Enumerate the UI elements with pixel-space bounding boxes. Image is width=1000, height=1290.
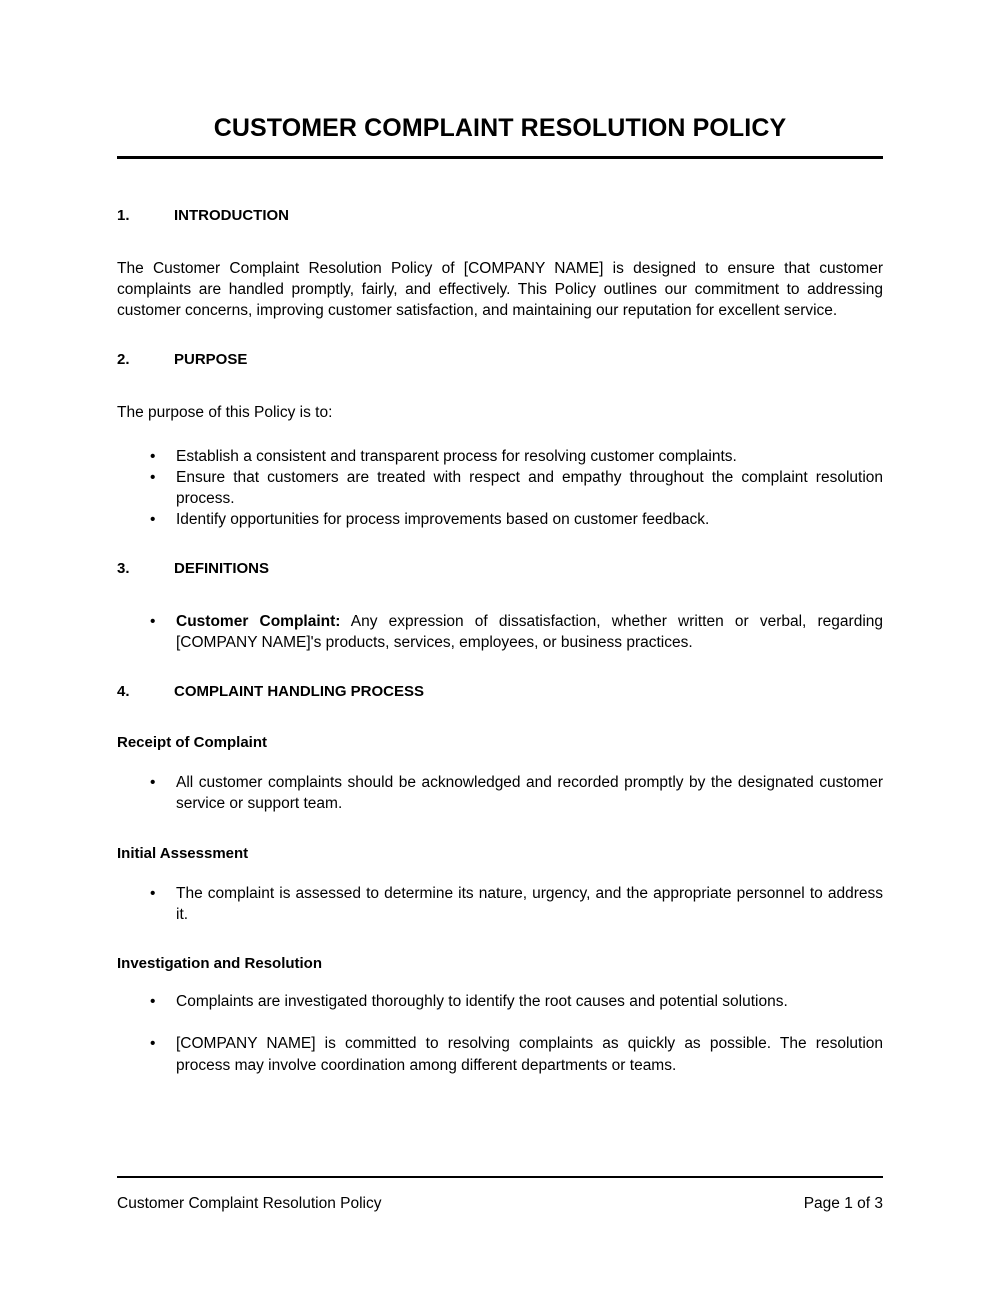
investigation-bullet-list [117, 991, 883, 1076]
bullet-icon: • [150, 612, 156, 630]
section-title: DEFINITIONS [174, 559, 270, 577]
definition-text: Any expression of dissatisfaction, whether written or verbal, regarding [COMPANY NAME]'s products, services, employees, or business practices. [176, 612, 884, 651]
bullet-icon: • [150, 447, 156, 465]
list-item-text: Complaints are investigated thoroughly to identify the root causes and potential solutions. [176, 993, 788, 1011]
spacer [117, 925, 883, 955]
list-item-text: The complaint is assessed to determine its nature, urgency, and the appropriate personnel to address it. [176, 884, 883, 923]
spacer [117, 653, 883, 683]
document-content [117, 0, 883, 1076]
footer-row [117, 1178, 883, 1213]
page-title: CUSTOMER COMPLAINT RESOLUTION POLICY [213, 114, 787, 142]
section-heading-purpose [117, 351, 883, 368]
title-divider [117, 156, 883, 159]
list-item [117, 991, 883, 1012]
bullet-icon: • [150, 884, 156, 902]
spacer [117, 700, 883, 734]
bullet-icon: • [150, 993, 156, 1011]
bullet-icon: • [150, 1035, 156, 1053]
spacer [117, 224, 883, 258]
section-title: INTRODUCTION [174, 206, 289, 224]
subsection-title-investigation-and-resolution: Investigation and Resolution [117, 955, 323, 973]
list-item-text: All customer complaints should be acknowledged and recorded promptly by the designated customer service or support team. [176, 774, 883, 813]
list-item-text: Ensure that customers are treated with respect and empathy throughout the complaint resolution process. [176, 468, 883, 508]
purpose-bullet-list [117, 446, 883, 531]
spacer [117, 368, 883, 402]
page-footer [117, 1176, 883, 1213]
section-heading-complaint-handling-process [117, 683, 883, 700]
footer-page-number: Page 1 of 3 [803, 1195, 883, 1212]
bullet-icon: • [150, 774, 156, 792]
spacer [117, 321, 883, 351]
receipt-bullet-list [117, 772, 883, 814]
spacer [117, 531, 883, 560]
list-item [117, 446, 883, 467]
spacer [117, 167, 883, 207]
section-number: 1. [117, 206, 130, 224]
spacer [117, 815, 883, 845]
spacer [117, 972, 883, 991]
introduction-paragraph: The Customer Complaint Resolution Policy of [COMPANY NAME] is designed to ensure that customer complaints are handled promptly, fairly, and effectively. This Policy outlines our commitment to addressing customer concerns, improving customer satisfaction, and maintaining our reputation for excellent service. [117, 259, 883, 320]
purpose-intro-text: The purpose of this Policy is to: [117, 404, 333, 422]
initial-assessment-bullet-list [117, 883, 883, 925]
subsection-title-initial-assessment: Initial Assessment [117, 844, 249, 862]
list-item [117, 772, 883, 814]
spacer [117, 424, 883, 446]
list-item-text: Identify opportunities for process improvements based on customer feedback. [176, 511, 710, 529]
section-number: 4. [117, 683, 130, 701]
section-heading-definitions [117, 560, 883, 577]
list-item-text: Establish a consistent and transparent process for resolving customer complaints. [176, 447, 737, 465]
definitions-bullet-list [117, 611, 883, 653]
bullet-icon: • [150, 468, 156, 486]
spacer [117, 577, 883, 611]
spacer [117, 751, 883, 772]
section-number: 2. [117, 351, 130, 369]
list-item [117, 1033, 883, 1075]
section-number: 3. [117, 559, 130, 577]
subsection-title-receipt-of-complaint: Receipt of Complaint [117, 734, 268, 752]
spacer [117, 862, 883, 883]
bullet-icon: • [150, 511, 156, 529]
list-item [117, 883, 883, 925]
list-item [117, 509, 883, 530]
section-heading-introduction [117, 207, 883, 224]
section-title: COMPLAINT HANDLING PROCESS [174, 683, 425, 701]
list-item [117, 467, 883, 509]
footer-document-name: Customer Complaint Resolution Policy [117, 1195, 382, 1212]
section-title: PURPOSE [174, 351, 248, 369]
list-item [117, 611, 883, 653]
definition-term: Customer Complaint: [176, 612, 341, 630]
list-item-text: [COMPANY NAME] is committed to resolving complaints as quickly as possible. The resolution process may involve coordination among different departments or teams. [176, 1035, 883, 1074]
